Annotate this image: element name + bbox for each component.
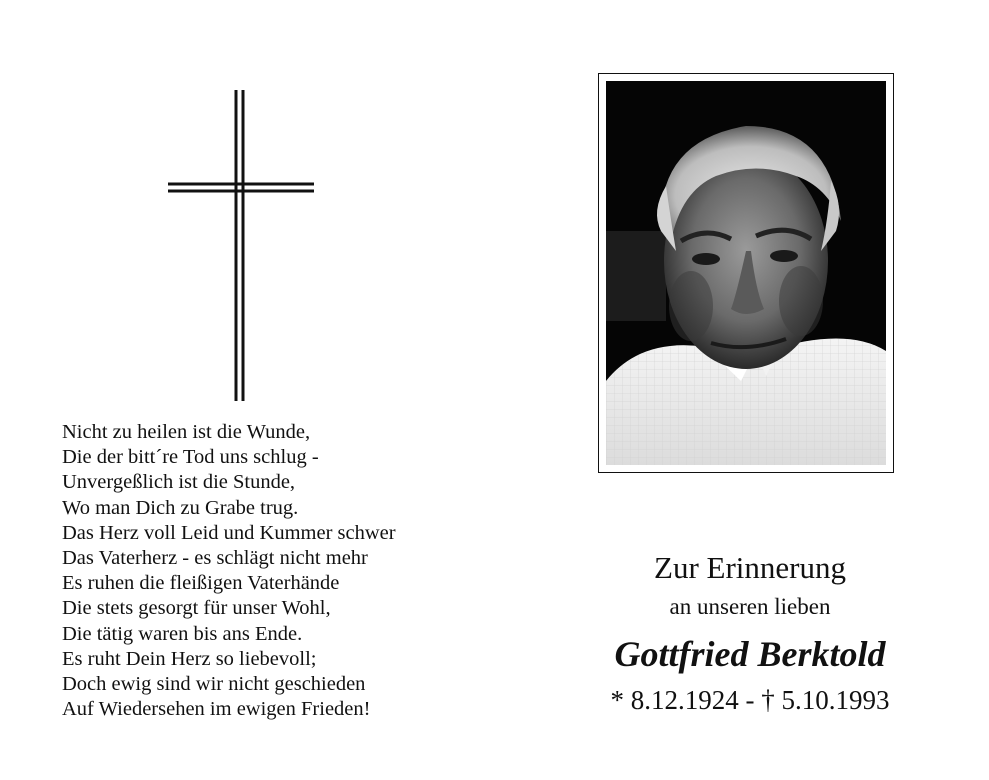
poem-line: Es ruht Dein Herz so liebevoll; [62,647,317,670]
poem-line: Die stets gesorgt für unser Wohl, [62,597,331,620]
poem-line: Das Herz voll Leid und Kummer schwer [62,521,396,544]
portrait-photo [606,81,886,465]
cross-icon [160,88,320,403]
deceased-name: Gottfried Berktold [614,634,886,674]
poem-line: Auf Wiedersehen im ewigen Frieden! [62,698,371,721]
life-dates: * 8.12.1924 - † 5.10.1993 [610,685,890,715]
memorial-poem [62,420,482,722]
poem-line: Doch ewig sind wir nicht geschieden [62,673,366,696]
poem-line: Die der bitt´re Tod uns schlug - [62,446,319,469]
poem-line: Nicht zu heilen ist die Wunde, [62,421,311,443]
portrait-frame [598,73,894,473]
memorial-subheading: an unseren lieben [669,594,831,619]
poem-line: Das Vaterherz - es schlägt nicht mehr [62,547,368,570]
poem-line: Wo man Dich zu Grabe trug. [62,496,299,519]
poem-line: Die tätig waren bis ans Ende. [62,622,303,645]
memorial-text [560,548,940,718]
poem-line: Unvergeßlich ist die Stunde, [62,471,296,494]
memorial-heading: Zur Erinnerung [654,550,846,585]
poem-line: Es ruhen die fleißigen Vaterhände [62,572,340,595]
